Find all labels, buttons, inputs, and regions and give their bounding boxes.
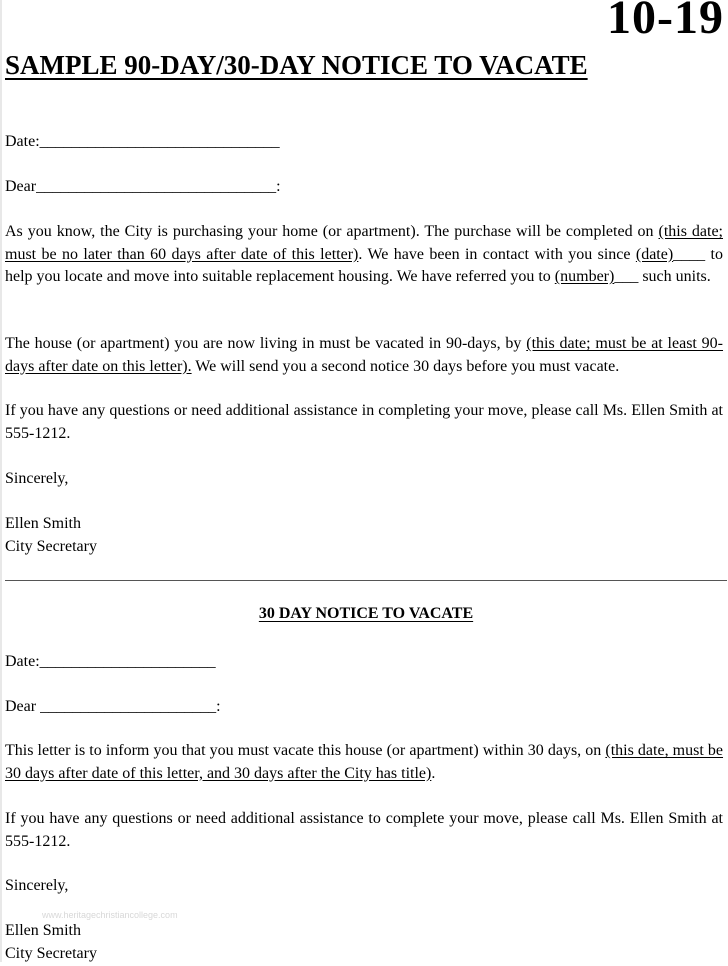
contact-date-placeholder: (date) bbox=[635, 245, 674, 263]
document-title: SAMPLE 90-DAY/30-DAY NOTICE TO VACATE bbox=[5, 50, 588, 80]
text-segment: ___ such units. bbox=[614, 268, 711, 285]
text-segment: The house (or apartment) you are now living in must be vacated in 90-days, by bbox=[5, 335, 527, 352]
watermark-text: www.heritagechristiancollege.com bbox=[42, 910, 178, 920]
text-segment: As you know, the City is purchasing your home (or apartment). The purchase will be completed on bbox=[5, 223, 659, 240]
letter2-salutation: Dear ______________________: bbox=[5, 698, 221, 715]
text-segment: . We have been in contact with you since bbox=[358, 245, 636, 263]
vacate-date-placeholder: (this date, must be 30 days after date of this letter, and 30 days after the City has title) bbox=[5, 742, 724, 782]
vacate-date-placeholder: (this date; must be at least 90-days after date on this letter). bbox=[5, 335, 724, 375]
letter1-signer-name: Ellen Smith bbox=[5, 515, 81, 532]
letter1-paragraph-3: If you have any questions or need additional assistance in completing your move, please call Ms. Ellen Smith at 555-1212. bbox=[5, 402, 723, 442]
text-segment: ____ to help you locate and move into suitable replacement housing. We have referred you to bbox=[5, 245, 724, 285]
section-divider bbox=[5, 580, 727, 581]
completion-date-placeholder: (this date; must be no later than 60 days after date of this letter) bbox=[5, 223, 723, 263]
letter1-signer-title: City Secretary bbox=[5, 538, 97, 555]
number-placeholder: (number) bbox=[554, 268, 615, 285]
letter2-closing: Sincerely, bbox=[5, 877, 69, 894]
letter2-date-line: Date:______________________ bbox=[5, 653, 216, 670]
letter2-paragraph-2: If you have any questions or need additional assistance to complete your move, please call Ms. Ellen Smith at 555-1212. bbox=[5, 810, 723, 850]
text-segment: This letter is to inform you that you must vacate this house (or apartment) within 30 days, on bbox=[5, 742, 606, 759]
letter1-date-line: Date:______________________________ bbox=[5, 133, 280, 150]
letter1-salutation: Dear______________________________: bbox=[5, 178, 281, 195]
letter1-paragraph-1 bbox=[5, 221, 723, 289]
page-number: 10-19 bbox=[607, 0, 724, 44]
letter2-paragraph-1 bbox=[5, 740, 723, 785]
letter1-paragraph-2 bbox=[5, 333, 723, 378]
text-segment: We will send you a second notice 30 days before you must vacate. bbox=[191, 357, 620, 375]
text-segment: . bbox=[431, 764, 436, 782]
letter2-signer-title: City Secretary bbox=[5, 945, 97, 962]
letter2-signer-name: Ellen Smith bbox=[5, 922, 81, 939]
section-heading: 30 DAY NOTICE TO VACATE bbox=[258, 605, 474, 622]
letter1-closing: Sincerely, bbox=[5, 470, 69, 487]
